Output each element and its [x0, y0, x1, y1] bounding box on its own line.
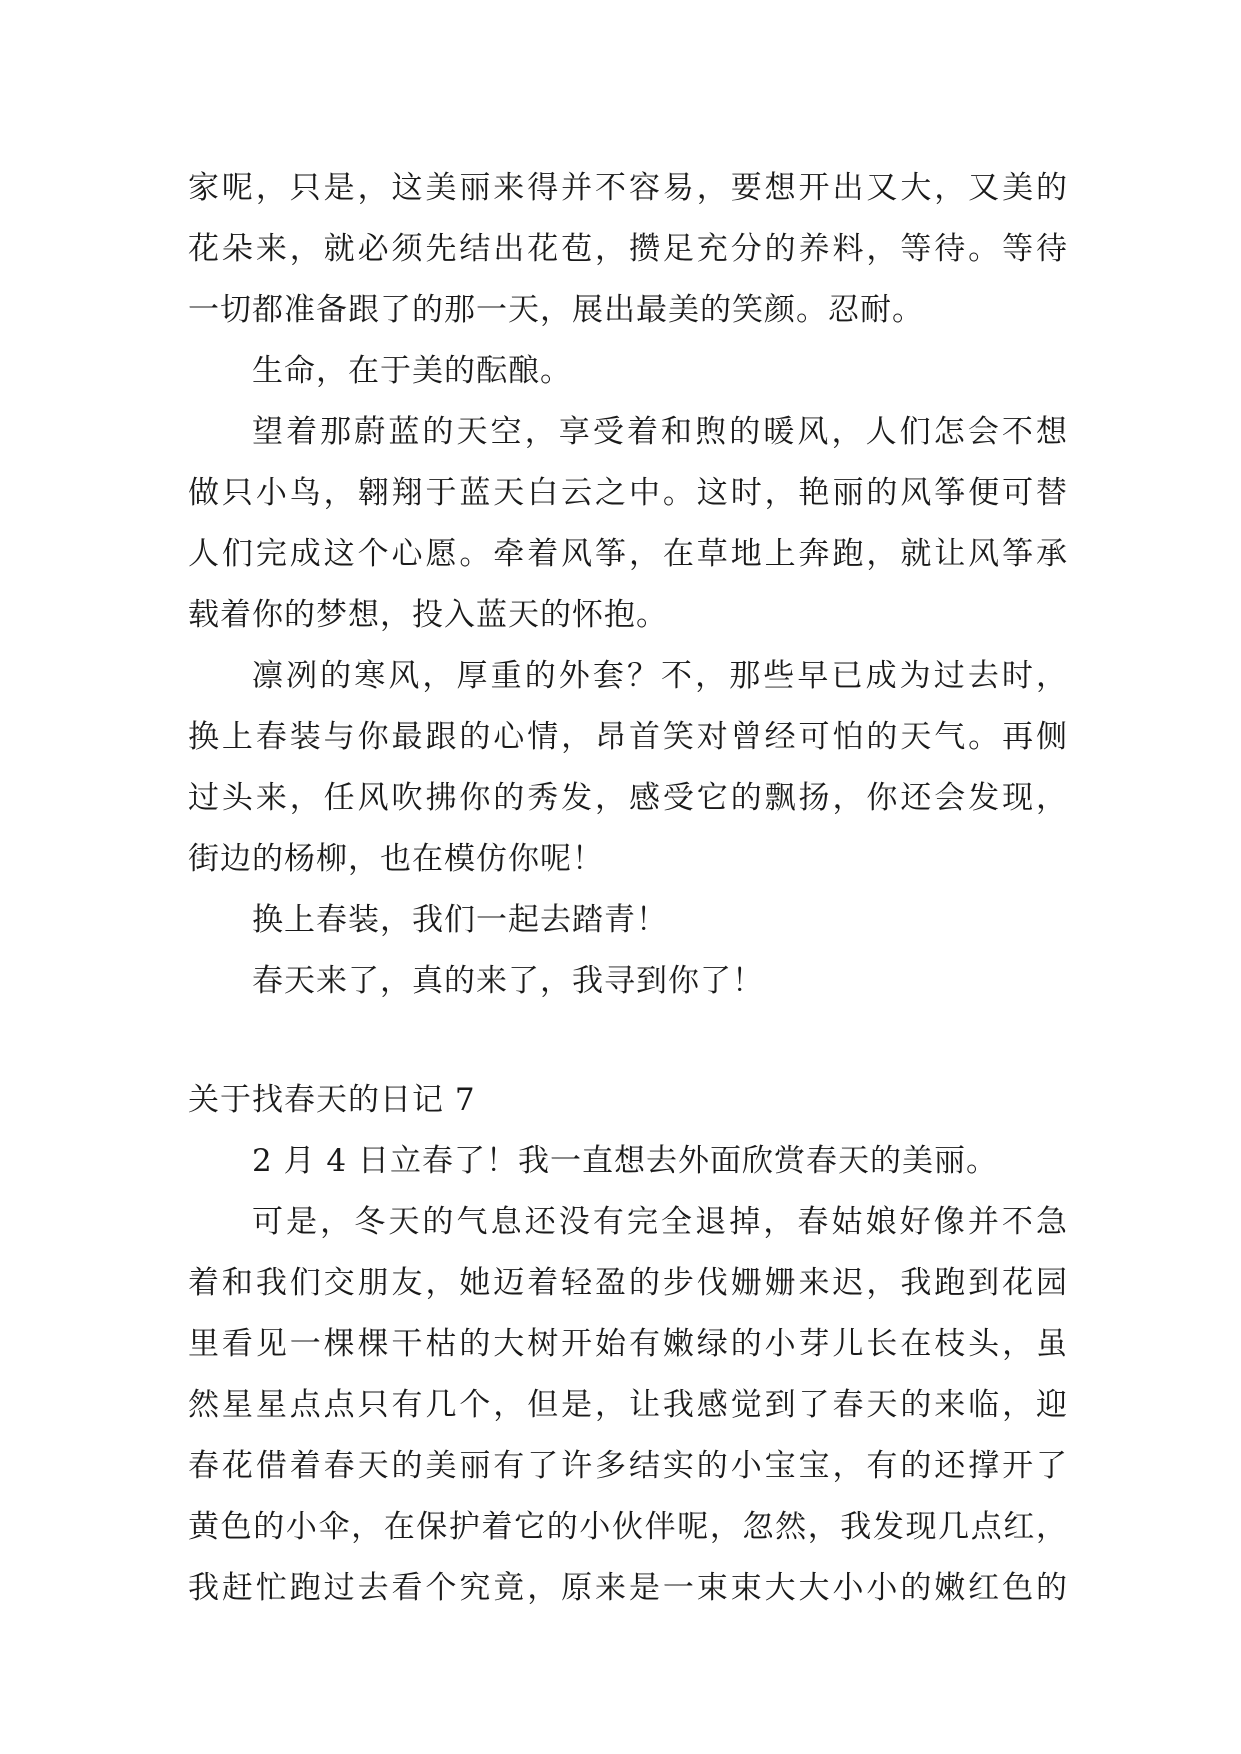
- paragraph: [188, 402, 1068, 646]
- text-line: 我赶忙跑过去看个究竟，原来是一束束大大小小的嫩红色的: [188, 1570, 1068, 1606]
- text-line: 换上春装，我们一起去踏青！: [252, 902, 668, 938]
- paragraph: [188, 890, 1068, 951]
- paragraph: [188, 951, 1068, 1012]
- text-line: 里看见一棵棵干枯的大树开始有嫩绿的小芽儿长在枝头，虽: [188, 1326, 1068, 1362]
- text-line: 着和我们交朋友，她迈着轻盈的步伐姗姗来迟，我跑到花园: [188, 1265, 1068, 1301]
- text-line: 过头来，任风吹拂你的秀发，感受它的飘扬，你还会发现，: [188, 780, 1068, 816]
- text-line: 人们完成这个心愿。牵着风筝，在草地上奔跑，就让风筝承: [188, 536, 1068, 572]
- text-line: 做只小鸟，翱翔于蓝天白云之中。这时，艳丽的风筝便可替: [188, 475, 1068, 511]
- text-line: 家呢，只是，这美丽来得并不容易，要想开出又大，又美的: [188, 170, 1068, 206]
- paragraph: [188, 341, 1068, 402]
- text-line: 春天来了，真的来了，我寻到你了！: [252, 963, 764, 999]
- text-line: 然星星点点只有几个，但是，让我感觉到了春天的来临，迎: [188, 1387, 1068, 1423]
- text-line: 生命，在于美的酝酿。: [252, 353, 572, 389]
- text-line: 换上春装与你最跟的心情，昂首笑对曾经可怕的天气。再侧: [188, 719, 1068, 755]
- text-line: 凛冽的寒风，厚重的外套？不，那些早已成为过去时，: [252, 658, 1068, 694]
- section-heading: 关于找春天的日记 7: [188, 1082, 476, 1118]
- paragraph: [188, 1131, 1068, 1192]
- text-line: 街边的杨柳，也在模仿你呢！: [188, 841, 604, 877]
- text-line: 花朵来，就必须先结出花苞，攒足充分的养料，等待。等待: [188, 231, 1068, 267]
- text-line: 载着你的梦想，投入蓝天的怀抱。: [188, 597, 668, 633]
- paragraph: [188, 158, 1068, 341]
- text-line: 望着那蔚蓝的天空，享受着和煦的暖风，人们怎会不想: [252, 414, 1068, 450]
- section-spacer: [188, 1012, 1068, 1070]
- document-body: [188, 158, 1068, 1619]
- paragraph: [188, 1192, 1068, 1619]
- text-line: 可是，冬天的气息还没有完全退掉，春姑娘好像并不急: [252, 1204, 1068, 1240]
- text-line: 黄色的小伞，在保护着它的小伙伴呢，忽然，我发现几点红，: [188, 1509, 1068, 1545]
- text-line: 春花借着春天的美丽有了许多结实的小宝宝，有的还撑开了: [188, 1448, 1068, 1484]
- paragraph: [188, 646, 1068, 890]
- text-line: 一切都准备跟了的那一天，展出最美的笑颜。忍耐。: [188, 292, 924, 328]
- text-line: 2 月 4 日立春了！我一直想去外面欣赏春天的美丽。: [252, 1143, 999, 1179]
